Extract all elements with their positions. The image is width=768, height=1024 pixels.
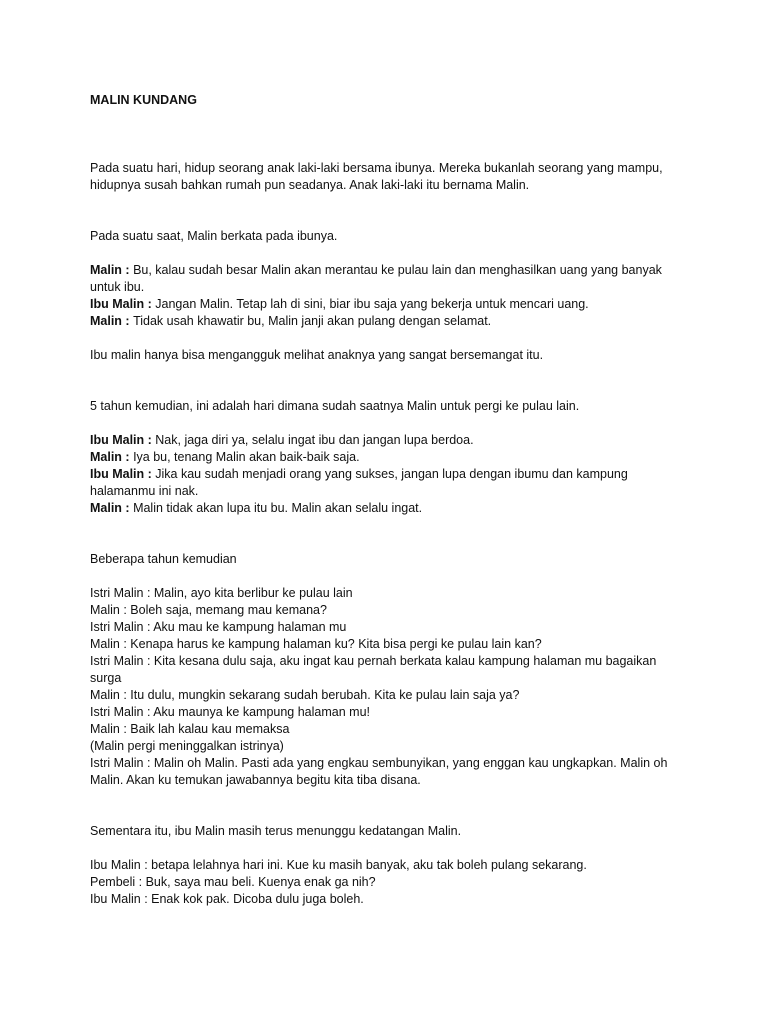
- spacer: [90, 330, 690, 347]
- spacer: [90, 143, 690, 160]
- dialog-line: Ibu Malin : Enak kok pak. Dicoba dulu juga boleh.: [90, 892, 364, 906]
- dialog-block-2: [90, 432, 690, 517]
- dialog-text: Tidak usah khawatir bu, Malin janji akan pulang dengan selamat.: [133, 314, 492, 328]
- dialog-line: Malin : Itu dulu, mungkin sekarang sudah berubah. Kita ke pulau lain saja ya?: [90, 688, 520, 702]
- spacer: [90, 840, 690, 857]
- paragraph-years-later: Beberapa tahun kemudian: [90, 552, 237, 566]
- speaker-label: Malin :: [90, 450, 134, 464]
- dialog-line: [90, 262, 690, 296]
- dialog-line: [90, 466, 690, 500]
- dialog-text: Jangan Malin. Tetap lah di sini, biar ibu saja yang bekerja untuk mencari uang.: [155, 297, 589, 311]
- dialog-text: Jika kau sudah menjadi orang yang sukses, jangan lupa dengan ibumu dan kampung halamanmu ini nak.: [90, 467, 628, 498]
- speaker-label: Malin :: [90, 501, 134, 515]
- dialog-text: Bu, kalau sudah besar Malin akan merantau ke pulau lain dan menghasilkan uang yang banyak untuk ibu.: [90, 263, 662, 294]
- speaker-label: Malin :: [90, 263, 134, 277]
- spacer: [90, 415, 690, 432]
- spacer: [90, 789, 690, 823]
- spacer: [90, 245, 690, 262]
- paragraph-intro: Pada suatu hari, hidup seorang anak laki-laki bersama ibunya. Mereka bukanlah seorang yang mampu, hidupnya susah bahkan rumah pun seadanya. Anak laki-laki itu bernama Malin.: [90, 161, 663, 192]
- dialog-line: Istri Malin : Kita kesana dulu saja, aku ingat kau pernah berkata kalau kampung halaman mu bagaikan surga: [90, 654, 657, 685]
- dialog-line: Malin : Boleh saja, memang mau kemana?: [90, 603, 327, 617]
- dialog-line: Malin : Kenapa harus ke kampung halaman ku? Kita bisa pergi ke pulau lain kan?: [90, 637, 542, 651]
- dialog-block-3: [90, 585, 690, 789]
- dialog-line: [90, 296, 690, 313]
- spacer: [90, 568, 690, 585]
- paragraph-mother-nods: Ibu malin hanya bisa mengangguk melihat anaknya yang sangat bersemangat itu.: [90, 348, 544, 362]
- speaker-label: Ibu Malin :: [90, 467, 156, 481]
- document-page: [90, 92, 690, 908]
- paragraph-five-years-later: 5 tahun kemudian, ini adalah hari dimana sudah saatnya Malin untuk pergi ke pulau lain.: [90, 399, 580, 413]
- dialog-block-1: [90, 262, 690, 330]
- paragraph-malin-speaks: Pada suatu saat, Malin berkata pada ibunya.: [90, 229, 338, 243]
- stage-direction: (Malin pergi meninggalkan istrinya): [90, 739, 284, 753]
- dialog-line: Istri Malin : Malin, ayo kita berlibur ke pulau lain: [90, 586, 353, 600]
- speaker-label: Malin :: [90, 314, 134, 328]
- dialog-line: Pembeli : Buk, saya mau beli. Kuenya enak ga nih?: [90, 875, 376, 889]
- spacer: [90, 517, 690, 551]
- dialog-line: [90, 500, 690, 517]
- dialog-line: Istri Malin : Aku mau ke kampung halaman mu: [90, 620, 347, 634]
- dialog-line: Ibu Malin : betapa lelahnya hari ini. Kue ku masih banyak, aku tak boleh pulang sekarang.: [90, 858, 587, 872]
- dialog-text: Iya bu, tenang Malin akan baik-baik saja.: [133, 450, 360, 464]
- spacer: [90, 109, 690, 143]
- dialog-line: [90, 313, 690, 330]
- document-title: MALIN KUNDANG: [90, 93, 197, 107]
- dialog-line: [90, 432, 690, 449]
- speaker-label: Ibu Malin :: [90, 297, 156, 311]
- dialog-line: Istri Malin : Aku maunya ke kampung halaman mu!: [90, 705, 370, 719]
- paragraph-mother-waiting: Sementara itu, ibu Malin masih terus menunggu kedatangan Malin.: [90, 824, 462, 838]
- dialog-text: Nak, jaga diri ya, selalu ingat ibu dan jangan lupa berdoa.: [155, 433, 474, 447]
- dialog-text: Malin tidak akan lupa itu bu. Malin akan selalu ingat.: [133, 501, 423, 515]
- dialog-line: Istri Malin : Malin oh Malin. Pasti ada yang engkau sembunyikan, yang enggan kau ungkapkan. Malin oh Malin. Akan ku temukan jawabannya begitu kita tiba disana.: [90, 756, 668, 787]
- speaker-label: Ibu Malin :: [90, 433, 156, 447]
- dialog-line: Malin : Baik lah kalau kau memaksa: [90, 722, 290, 736]
- dialog-block-4: [90, 857, 690, 908]
- spacer: [90, 194, 690, 228]
- spacer: [90, 364, 690, 398]
- dialog-line: [90, 449, 690, 466]
